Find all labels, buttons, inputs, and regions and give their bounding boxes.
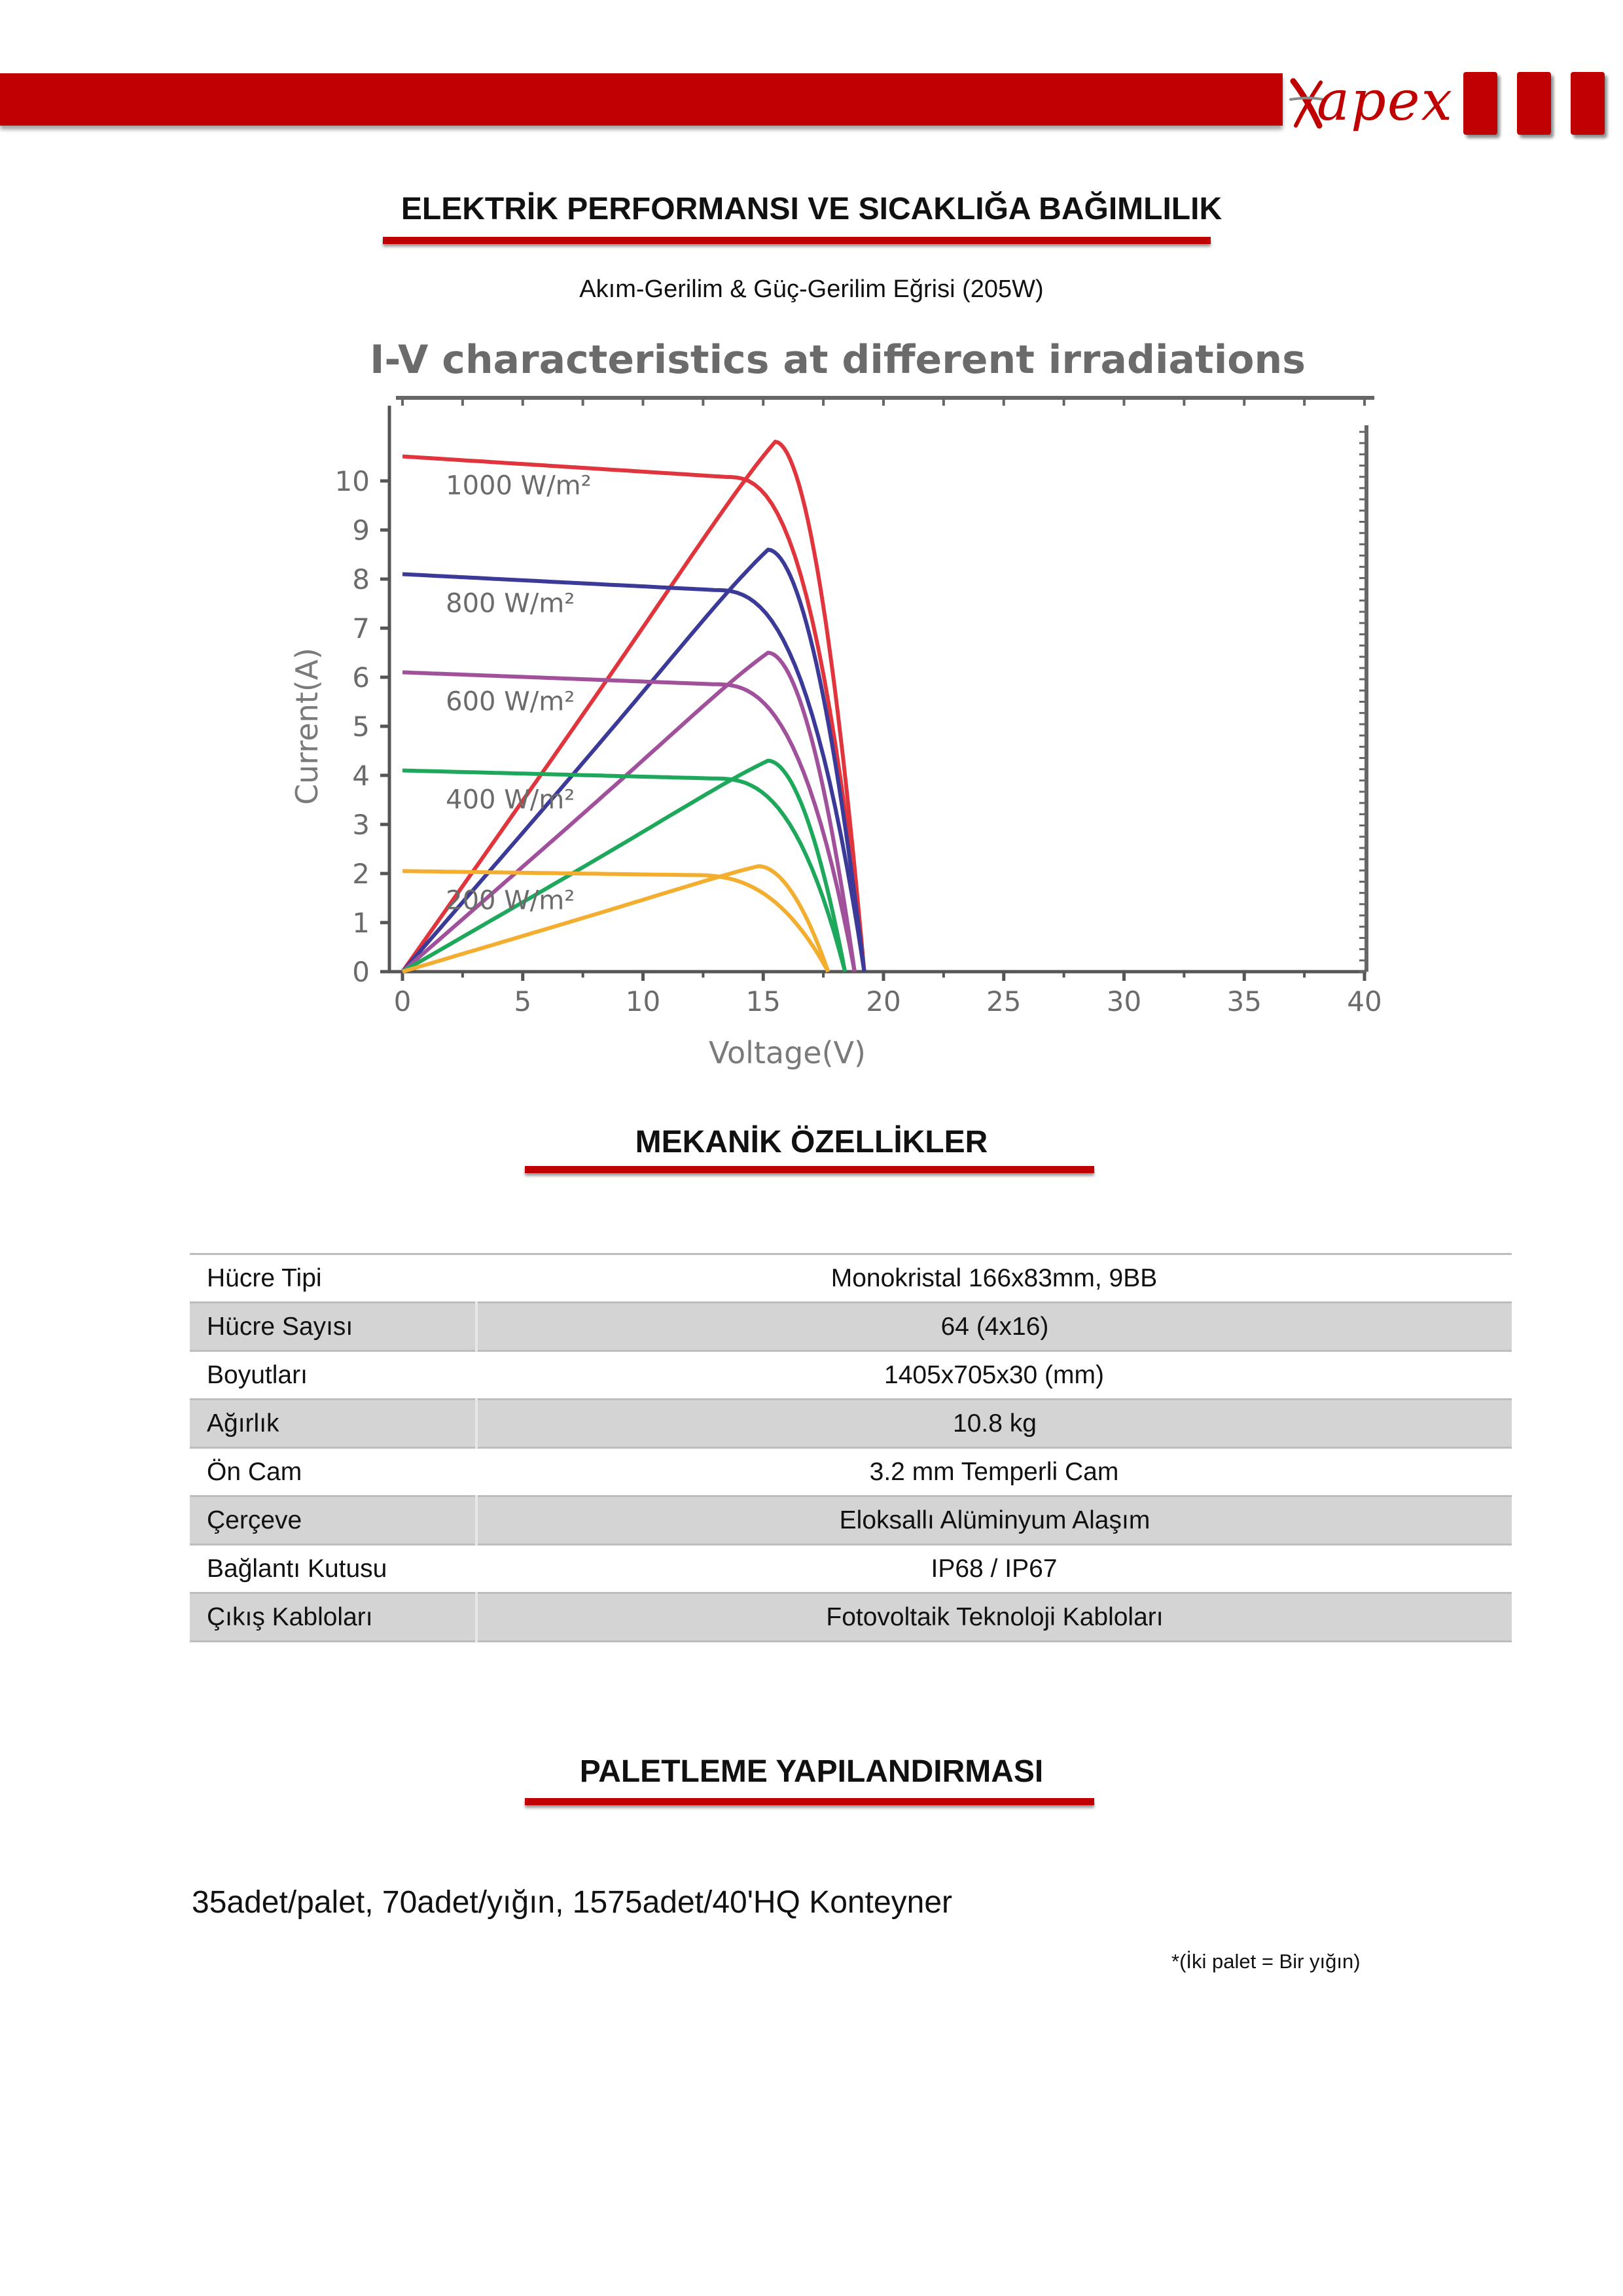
y-tick-label: 2 bbox=[352, 858, 370, 890]
section-title-palletizing: PALETLEME YAPILANDIRMASI bbox=[579, 1754, 1044, 1789]
pallet-note: *(İki palet = Bir yığın) bbox=[1171, 1950, 1361, 1973]
spec-key: Ön Cam bbox=[190, 1448, 476, 1496]
x-tick-label: 0 bbox=[393, 985, 412, 1017]
y-tick-label: 6 bbox=[352, 662, 370, 694]
spec-value: 1405x705x30 (mm) bbox=[476, 1351, 1512, 1400]
title-underline-electrical bbox=[383, 237, 1211, 244]
y-tick-label: 5 bbox=[352, 711, 370, 743]
brand-logo bbox=[1288, 68, 1465, 133]
x-tick-label: 40 bbox=[1347, 985, 1382, 1017]
iv-chart bbox=[275, 327, 1400, 1099]
y-tick-label: 10 bbox=[334, 465, 370, 497]
y-tick-label: 9 bbox=[352, 514, 370, 546]
spec-value: Fotovoltaik Teknoloji Kabloları bbox=[476, 1593, 1512, 1642]
header-square-3 bbox=[1571, 72, 1605, 135]
x-tick-label: 20 bbox=[866, 985, 901, 1017]
series-label: 1000 W/m² bbox=[446, 470, 592, 501]
pallet-configuration-text: 35adet/palet, 70adet/yığın, 1575adet/40'HQ Konteyner bbox=[192, 1885, 953, 1920]
x-tick-label: 25 bbox=[986, 985, 1022, 1017]
table-row bbox=[190, 1254, 1512, 1303]
header-square-1 bbox=[1463, 72, 1497, 135]
iv-chart-svg bbox=[275, 327, 1400, 1099]
table-row bbox=[190, 1303, 1512, 1351]
y-tick-label: 3 bbox=[352, 809, 370, 841]
x-axis-label: Voltage(V) bbox=[709, 1035, 866, 1070]
spec-key: Bağlantı Kutusu bbox=[190, 1545, 476, 1593]
spec-value: Monokristal 166x83mm, 9BB bbox=[476, 1254, 1512, 1303]
mechanical-spec-table bbox=[190, 1253, 1512, 1642]
title-underline-mechanical bbox=[525, 1166, 1094, 1173]
spec-key: Çerçeve bbox=[190, 1496, 476, 1545]
y-tick-label: 4 bbox=[352, 760, 370, 792]
table-row bbox=[190, 1448, 1512, 1496]
spec-key: Boyutları bbox=[190, 1351, 476, 1400]
table-row bbox=[190, 1496, 1512, 1545]
series-label: 200 W/m² bbox=[446, 885, 575, 916]
spec-key: Ağırlık bbox=[190, 1400, 476, 1448]
logo-text: apex bbox=[1317, 69, 1454, 133]
spec-value: IP68 / IP67 bbox=[476, 1545, 1512, 1593]
series-label: 800 W/m² bbox=[446, 588, 575, 619]
spec-value: Eloksallı Alüminyum Alaşım bbox=[476, 1496, 1512, 1545]
chart-title: I-V characteristics at different irradiations bbox=[370, 337, 1306, 383]
x-tick-label: 30 bbox=[1106, 985, 1142, 1017]
spec-value: 3.2 mm Temperli Cam bbox=[476, 1448, 1512, 1496]
series-label: 600 W/m² bbox=[446, 686, 575, 717]
x-tick-label: 15 bbox=[745, 985, 781, 1017]
table-row bbox=[190, 1593, 1512, 1642]
y-tick-label: 0 bbox=[352, 956, 370, 988]
table-row bbox=[190, 1400, 1512, 1448]
table-row bbox=[190, 1351, 1512, 1400]
chart-subtitle: Akım-Gerilim & Güç-Gerilim Eğrisi (205W) bbox=[579, 275, 1044, 303]
x-tick-label: 5 bbox=[514, 985, 532, 1017]
x-tick-label: 10 bbox=[625, 985, 661, 1017]
y-axis-label: Current(A) bbox=[289, 647, 325, 805]
header-bar bbox=[0, 73, 1283, 126]
table-row bbox=[190, 1545, 1512, 1593]
title-underline-palletizing bbox=[525, 1798, 1094, 1805]
section-title-mechanical: MEKANİK ÖZELLİKLER bbox=[635, 1125, 988, 1159]
section-title-electrical: ELEKTRİK PERFORMANSI VE SICAKLIĞA BAĞIMLILIK bbox=[401, 192, 1222, 226]
spec-key: Çıkış Kabloları bbox=[190, 1593, 476, 1642]
spec-value: 64 (4x16) bbox=[476, 1303, 1512, 1351]
y-tick-label: 8 bbox=[352, 563, 370, 595]
header-square-2 bbox=[1517, 72, 1551, 135]
spec-key: Hücre Tipi bbox=[190, 1254, 476, 1303]
series-label: 400 W/m² bbox=[446, 785, 575, 815]
x-tick-label: 35 bbox=[1226, 985, 1262, 1017]
y-tick-label: 7 bbox=[352, 612, 370, 645]
y-tick-label: 1 bbox=[352, 907, 370, 939]
spec-key: Hücre Sayısı bbox=[190, 1303, 476, 1351]
spec-value: 10.8 kg bbox=[476, 1400, 1512, 1448]
